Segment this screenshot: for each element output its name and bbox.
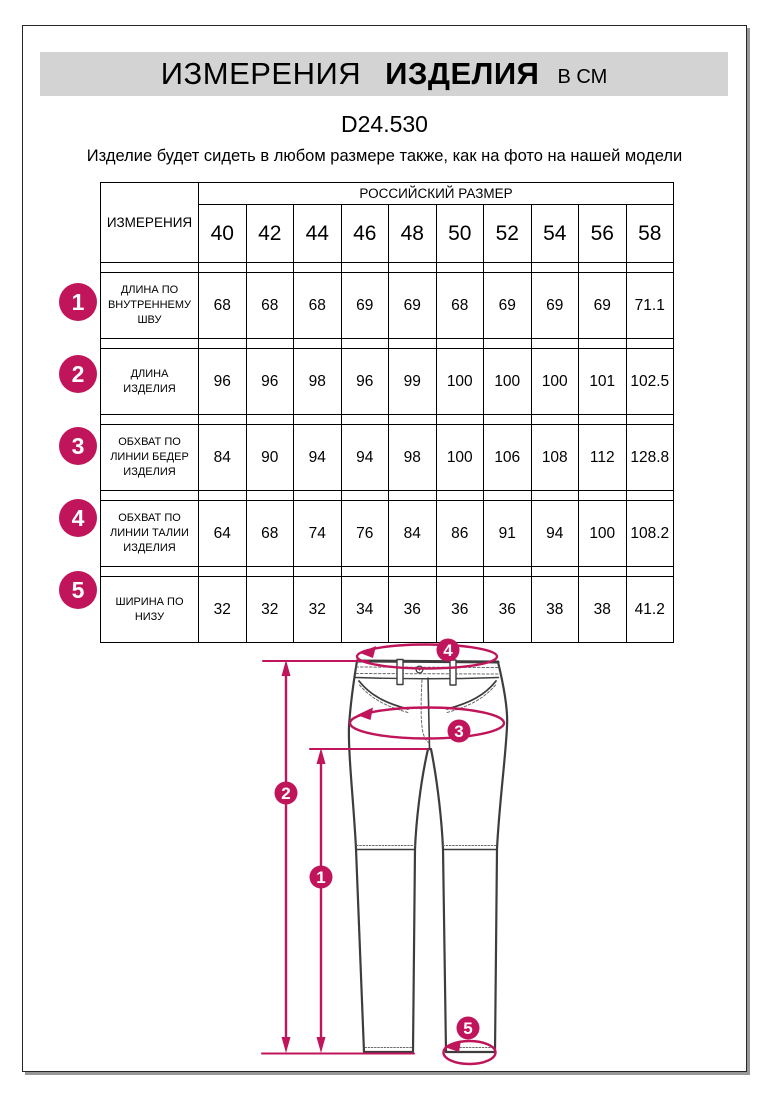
fit-note: Изделие будет сидеть в любом размере также, как на фото на нашей модели [86, 147, 683, 165]
document-page [22, 25, 747, 1072]
diagram-marker-4-label: 4 [443, 641, 453, 660]
value-cell: 41.2 [626, 577, 674, 643]
value-cell: 90 [246, 425, 294, 491]
value-cell: 98 [294, 349, 342, 415]
value-cell: 100 [484, 349, 532, 415]
title-bar [40, 52, 728, 96]
measure-label: ДЛИНА ИЗДЕЛИЯ [101, 349, 199, 415]
page-title-emphasis: ИЗДЕЛИЯ [385, 56, 540, 91]
diagram-marker-1-label: 1 [316, 868, 326, 887]
value-cell: 94 [341, 425, 389, 491]
row-marker-5: 5 [59, 571, 97, 609]
page-title: ИЗМЕРЕНИЯ [160, 56, 362, 91]
value-cell: 71.1 [626, 273, 674, 339]
size-col-header: 42 [246, 205, 294, 263]
value-cell: 128.8 [626, 425, 674, 491]
units-label: В СМ [557, 65, 608, 88]
spacer-row [101, 415, 674, 425]
row-marker-2: 2 [59, 355, 97, 393]
value-cell: 32 [199, 577, 247, 643]
value-cell: 36 [436, 577, 484, 643]
value-cell: 32 [294, 577, 342, 643]
value-cell: 96 [246, 349, 294, 415]
diagram-marker-5-label: 5 [463, 1019, 473, 1038]
measure-label: ОБХВАТ ПО ЛИНИИ БЕДЕР ИЗДЕЛИЯ [101, 425, 199, 491]
value-cell: 94 [531, 501, 579, 567]
row-marker-3: 3 [59, 427, 97, 465]
value-cell: 96 [199, 349, 247, 415]
value-cell: 32 [246, 577, 294, 643]
measurements-column-header: ИЗМЕРЕНИЯ [101, 183, 199, 263]
value-cell: 84 [199, 425, 247, 491]
model-code: D24.530 [341, 111, 428, 137]
value-cell: 96 [341, 349, 389, 415]
value-cell: 108 [531, 425, 579, 491]
belt-loop [450, 660, 456, 685]
size-col-header: 56 [579, 205, 627, 263]
value-cell: 101 [579, 349, 627, 415]
value-cell: 108.2 [626, 501, 674, 567]
value-cell: 34 [341, 577, 389, 643]
table-row [101, 349, 674, 415]
value-cell: 100 [531, 349, 579, 415]
value-cell: 100 [436, 425, 484, 491]
spacer-row [101, 339, 674, 349]
value-cell: 68 [199, 273, 247, 339]
value-cell: 112 [579, 425, 627, 491]
size-col-header: 44 [294, 205, 342, 263]
measure-label: ШИРИНА ПО НИЗУ [101, 577, 199, 643]
value-cell: 99 [389, 349, 437, 415]
value-cell: 36 [389, 577, 437, 643]
value-cell: 100 [436, 349, 484, 415]
table-row [101, 273, 674, 339]
value-cell: 69 [579, 273, 627, 339]
size-table [100, 182, 674, 643]
diagram-marker-3-label: 3 [454, 722, 464, 741]
size-col-header: 50 [436, 205, 484, 263]
value-cell: 84 [389, 501, 437, 567]
spacer-row [101, 567, 674, 577]
value-cell: 69 [531, 273, 579, 339]
table-row [101, 577, 674, 643]
value-cell: 102.5 [626, 349, 674, 415]
size-col-header: 52 [484, 205, 532, 263]
value-cell: 69 [341, 273, 389, 339]
table-header-row [101, 183, 674, 205]
value-cell: 98 [389, 425, 437, 491]
value-cell: 68 [436, 273, 484, 339]
spacer-row [101, 491, 674, 501]
value-cell: 94 [294, 425, 342, 491]
value-cell: 100 [579, 501, 627, 567]
spacer-row [101, 263, 674, 273]
value-cell: 68 [294, 273, 342, 339]
value-cell: 68 [246, 273, 294, 339]
measure-label: ОБХВАТ ПО ЛИНИИ ТАЛИИ ИЗДЕЛИЯ [101, 501, 199, 567]
value-cell: 36 [484, 577, 532, 643]
value-cell: 69 [389, 273, 437, 339]
value-cell: 106 [484, 425, 532, 491]
row-marker-4: 4 [59, 499, 97, 537]
measure-label: ДЛИНА ПО ВНУТРЕННЕМУ ШВУ [101, 273, 199, 339]
value-cell: 69 [484, 273, 532, 339]
table-row [101, 425, 674, 491]
size-col-header: 48 [389, 205, 437, 263]
value-cell: 76 [341, 501, 389, 567]
size-col-header: 40 [199, 205, 247, 263]
size-col-header: 46 [341, 205, 389, 263]
value-cell: 68 [246, 501, 294, 567]
value-cell: 38 [531, 577, 579, 643]
value-cell: 86 [436, 501, 484, 567]
pants-measurement-diagram [256, 636, 566, 1081]
value-cell: 64 [199, 501, 247, 567]
table-row [101, 501, 674, 567]
value-cell: 91 [484, 501, 532, 567]
pants-drawing [349, 660, 507, 1053]
size-col-header: 54 [531, 205, 579, 263]
russian-size-header: РОССИЙСКИЙ РАЗМЕР [199, 183, 674, 205]
size-col-header: 58 [626, 205, 674, 263]
belt-loop [397, 660, 403, 685]
diagram-marker-2-label: 2 [281, 784, 291, 803]
value-cell: 74 [294, 501, 342, 567]
row-marker-1: 1 [59, 283, 97, 321]
value-cell: 38 [579, 577, 627, 643]
